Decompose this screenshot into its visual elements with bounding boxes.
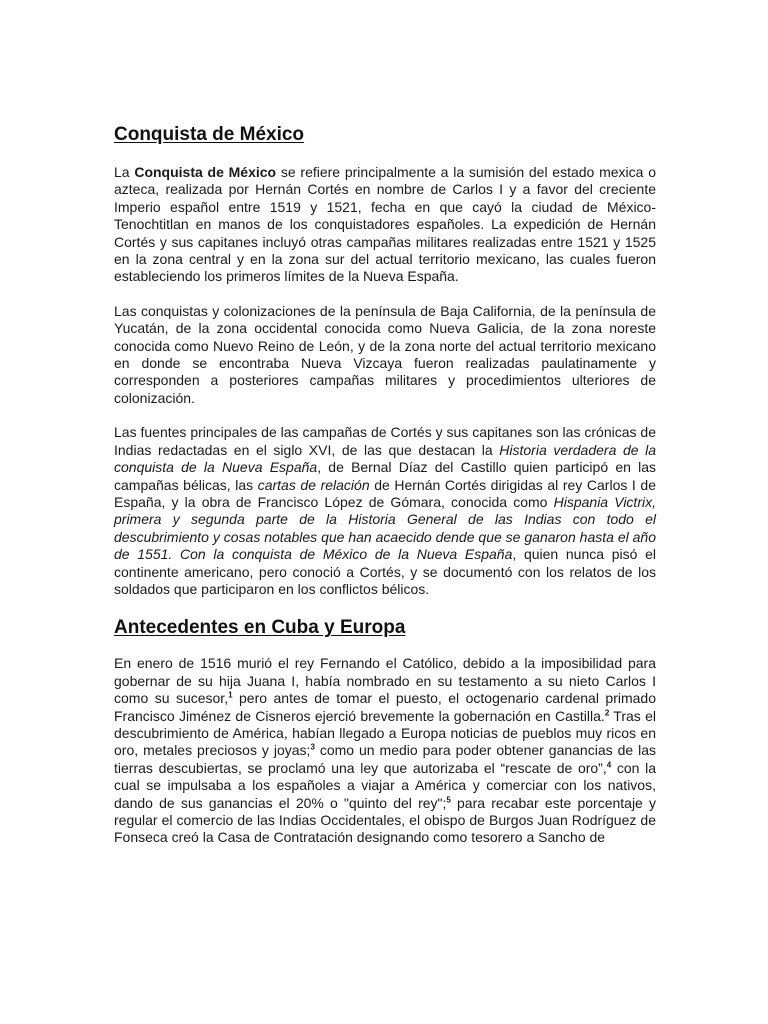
intro-text-rest: se refiere principalmente a la sumisión del estado mexica o azteca, realizada por Hernán Cortés en nombre de Carlos I y a favor del creciente Imperio español entre 1519 y 1521, fecha en que cayó la ciudad de México-Tenochtitlan en manos de los conquistadores españoles. La expedición de Hernán Cortés y sus capitanes incluyó otras campañas militares realizadas entre 1521 y 1525 en la zona central y en la zona sur del actual territorio mexicano, las cuales fueron estableciendo los primeros límites de la Nueva España. xyxy=(114,164,656,285)
paragraph-sources xyxy=(114,424,656,598)
intro-bold-term: Conquista de México xyxy=(134,164,277,180)
antecedents-text-2: pero antes de tomar el puesto, el octogenario cardenal primado Francisco Jiménez de Cisneros ejerció brevemente la gobernación en Castilla. xyxy=(114,690,657,724)
antecedents-text-3: Tras el descubrimiento de América, habían llegado a Europa noticias de pueblos muy ricos en oro, metales preciosos y joyas; xyxy=(114,707,656,759)
footnote-ref-2: 2 xyxy=(604,707,610,717)
footnote-ref-1: 1 xyxy=(228,690,233,700)
section-heading: Antecedentes en Cuba y Europa xyxy=(114,617,406,639)
sources-italic-historia: Historia verdadera de la conquista de la Nueva España xyxy=(114,441,656,476)
footnote-ref-3: 3 xyxy=(310,742,315,752)
footnote-ref-4: 4 xyxy=(606,760,612,770)
antecedents-text-1: En enero de 1516 murió el rey Fernando el Católico, debido a la imposibilidad para gobernar de su hija Juana I, había nombrado en su testamento a su nieto Carlos I como su sucesor, xyxy=(114,655,656,707)
sources-text-2: , de Bernal Díaz del Castillo quien participó en las campañas bélicas, las xyxy=(114,459,656,493)
footnote-ref-5: 5 xyxy=(446,794,451,804)
paragraph-antecedents xyxy=(114,655,656,846)
paragraph-intro xyxy=(114,164,656,286)
sources-text-1: Las fuentes principales de las campañas de Cortés y sus capitanes son las crónicas de Indias redactadas en el siglo XVI, de las que destacan la xyxy=(114,424,656,458)
paragraph-colonization: Las conquistas y colonizaciones de la península de Baja California, de la península de Yucatán, de la zona occidental conocida como Nueva Galicia, de la zona noreste conocida como Nuevo Reino de León, y de la zona norte del actual territorio mexicano en donde se encontraba Nueva Vizcaya fueron realizadas paulatinamente y corresponden a posteriores campañas militares y procedimientos ulteriores de colonización. xyxy=(114,302,656,406)
antecedents-text-6: para recabar este porcentaje y regular el comercio de las Indias Occidentales, el obispo de Burgos Juan Rodríguez de Fonseca creó la Casa de Contratación designando como tesorero a Sancho de xyxy=(114,794,657,846)
antecedents-text-5: con la cual se impulsaba a los españoles a viajar a América y comerciar con los nativos, dando de sus ganancias el 20% o "quinto del rey"; xyxy=(114,759,656,811)
intro-text-start: La xyxy=(114,164,135,180)
page-title: Conquista de México xyxy=(114,124,305,145)
sources-text-3: de Hernán Cortés dirigidas al rey Carlos I de España, y la obra de Francisco López de Gómara, conocida como xyxy=(114,476,656,510)
sources-text-4: , quien nunca pisó el continente americano, pero conoció a Cortés, y se documentó con los relatos de los soldados que participaron en los conflictos bélicos. xyxy=(114,546,656,597)
sources-italic-cartas: cartas de relación xyxy=(257,476,370,493)
sources-italic-hispania: Hispania Victrix, primera y segunda parte de la Historia General de las Indias con todo el descubrimiento y cosas notables que han acaecido dende que se ganaron hasta el año de 1551. Con la conquista de México de la Nueva España xyxy=(114,493,656,563)
antecedents-text-4: como un medio para poder obtener ganancias de las tierras descubiertas, se proclamó una ley que autorizaba el “rescate de oro”, xyxy=(114,742,656,776)
document-page xyxy=(114,122,656,864)
